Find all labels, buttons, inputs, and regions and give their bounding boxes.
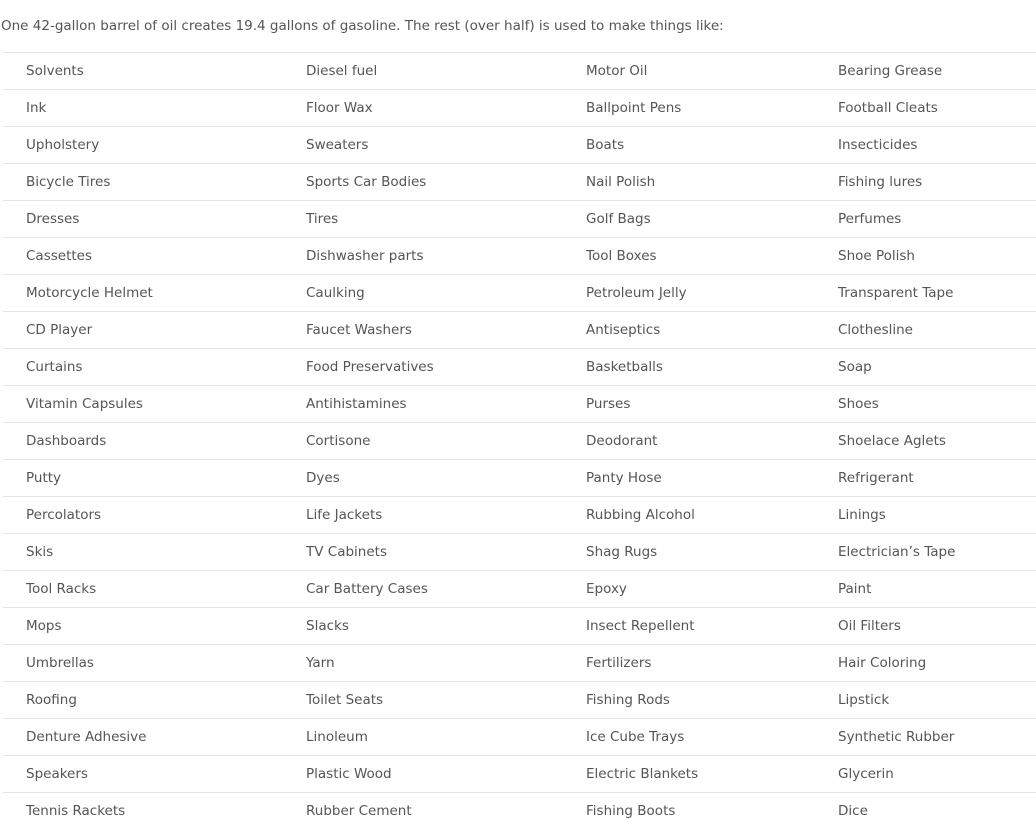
table-cell: Ink [3, 90, 283, 127]
table-row [3, 164, 1036, 201]
table-row [3, 386, 1036, 423]
table-cell: Floor Wax [283, 90, 563, 127]
table-cell: Golf Bags [563, 201, 815, 238]
table-row [3, 460, 1036, 497]
table-cell: Basketballs [563, 349, 815, 386]
table-cell: Deodorant [563, 423, 815, 460]
table-cell: Football Cleats [815, 90, 1036, 127]
table-cell: Sports Car Bodies [283, 164, 563, 201]
table-cell: Insecticides [815, 127, 1036, 164]
table-row [3, 608, 1036, 645]
table-cell: Dashboards [3, 423, 283, 460]
table-cell: Motorcycle Helmet [3, 275, 283, 312]
table-cell: Perfumes [815, 201, 1036, 238]
table-cell: Dishwasher parts [283, 238, 563, 275]
table-cell: Rubbing Alcohol [563, 497, 815, 534]
table-cell: Umbrellas [3, 645, 283, 682]
table-cell: Diesel fuel [283, 53, 563, 90]
table-cell: Curtains [3, 349, 283, 386]
table-row [3, 53, 1036, 90]
table-cell: Petroleum Jelly [563, 275, 815, 312]
table-cell: Panty Hose [563, 460, 815, 497]
table-cell: Dresses [3, 201, 283, 238]
table-cell: Lipstick [815, 682, 1036, 719]
table-row [3, 90, 1036, 127]
table-cell: Shag Rugs [563, 534, 815, 571]
table-cell: Roofing [3, 682, 283, 719]
table-cell: Life Jackets [283, 497, 563, 534]
table-cell: Ice Cube Trays [563, 719, 815, 756]
table-cell: Motor Oil [563, 53, 815, 90]
table-cell: Shoe Polish [815, 238, 1036, 275]
table-cell: Toilet Seats [283, 682, 563, 719]
petroleum-products-table [3, 52, 1036, 827]
table-cell: Purses [563, 386, 815, 423]
table-cell: Fertilizers [563, 645, 815, 682]
table-row [3, 645, 1036, 682]
table-cell: Bearing Grease [815, 53, 1036, 90]
table-cell: Slacks [283, 608, 563, 645]
table-cell: Bicycle Tires [3, 164, 283, 201]
table-cell: TV Cabinets [283, 534, 563, 571]
table-row [3, 793, 1036, 827]
table-cell: Shoelace Aglets [815, 423, 1036, 460]
table-cell: Synthetic Rubber [815, 719, 1036, 756]
table-cell: Insect Repellent [563, 608, 815, 645]
table-cell: Skis [3, 534, 283, 571]
table-cell: Electrician’s Tape [815, 534, 1036, 571]
table-cell: Vitamin Capsules [3, 386, 283, 423]
table-cell: Tennis Rackets [3, 793, 283, 827]
table-cell: Rubber Cement [283, 793, 563, 827]
table-cell: Percolators [3, 497, 283, 534]
table-cell: Mops [3, 608, 283, 645]
table-cell: Dyes [283, 460, 563, 497]
table-cell: Upholstery [3, 127, 283, 164]
table-cell: Tires [283, 201, 563, 238]
table-cell: Ballpoint Pens [563, 90, 815, 127]
table-cell: Antiseptics [563, 312, 815, 349]
table-row [3, 571, 1036, 608]
table-cell: Hair Coloring [815, 645, 1036, 682]
table-cell: Tool Boxes [563, 238, 815, 275]
table-cell: Clothesline [815, 312, 1036, 349]
table-cell: Sweaters [283, 127, 563, 164]
table-row [3, 238, 1036, 275]
table-cell: Speakers [3, 756, 283, 793]
table-cell: Solvents [3, 53, 283, 90]
table-cell: CD Player [3, 312, 283, 349]
table-row [3, 312, 1036, 349]
table-row [3, 719, 1036, 756]
table-cell: Oil Filters [815, 608, 1036, 645]
table-cell: Linings [815, 497, 1036, 534]
table-cell: Cortisone [283, 423, 563, 460]
table-cell: Epoxy [563, 571, 815, 608]
table-cell: Linoleum [283, 719, 563, 756]
table-cell: Putty [3, 460, 283, 497]
table-row [3, 756, 1036, 793]
table-cell: Soap [815, 349, 1036, 386]
table-cell: Fishing lures [815, 164, 1036, 201]
table-row [3, 349, 1036, 386]
table-cell: Glycerin [815, 756, 1036, 793]
table-cell: Caulking [283, 275, 563, 312]
table-cell: Yarn [283, 645, 563, 682]
table-cell: Refrigerant [815, 460, 1036, 497]
table-cell: Fishing Rods [563, 682, 815, 719]
table-row [3, 201, 1036, 238]
table-cell: Tool Racks [3, 571, 283, 608]
table-cell: Nail Polish [563, 164, 815, 201]
table-cell: Paint [815, 571, 1036, 608]
table-cell: Fishing Boots [563, 793, 815, 827]
table-cell: Cassettes [3, 238, 283, 275]
table-cell: Faucet Washers [283, 312, 563, 349]
table-row [3, 682, 1036, 719]
intro-paragraph: One 42-gallon barrel of oil creates 19.4 gallons of gasoline. The rest (over half) is used to make things like: [1, 17, 724, 34]
table-cell: Car Battery Cases [283, 571, 563, 608]
table-cell: Shoes [815, 386, 1036, 423]
table-row [3, 127, 1036, 164]
table-cell: Transparent Tape [815, 275, 1036, 312]
table-row [3, 423, 1036, 460]
table-row [3, 275, 1036, 312]
table-row [3, 534, 1036, 571]
table-cell: Dice [815, 793, 1036, 827]
table-cell: Food Preservatives [283, 349, 563, 386]
table-row [3, 497, 1036, 534]
table-body [3, 53, 1036, 827]
table-cell: Denture Adhesive [3, 719, 283, 756]
table-cell: Plastic Wood [283, 756, 563, 793]
table-cell: Boats [563, 127, 815, 164]
table-cell: Electric Blankets [563, 756, 815, 793]
table-cell: Antihistamines [283, 386, 563, 423]
